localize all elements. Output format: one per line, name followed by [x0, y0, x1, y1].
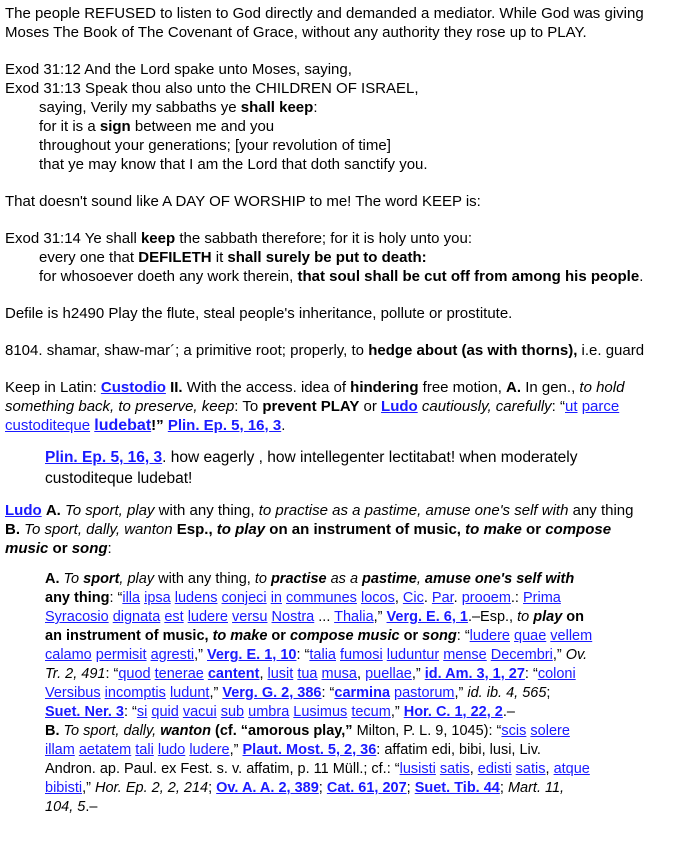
text: compose music	[289, 628, 400, 644]
text: To	[59, 571, 84, 587]
exodus-31-14	[5, 229, 700, 286]
entry-line	[45, 646, 696, 665]
text: Mart. 11,	[507, 780, 565, 796]
verse-line: that ye may know that I am the Lord that doth sanctify you.	[39, 156, 428, 173]
text: .–	[85, 799, 98, 815]
entry-line	[45, 570, 696, 589]
text: A.	[45, 571, 60, 587]
latin-word-link[interactable]: ludere	[189, 742, 230, 758]
text: to practise as a pastime, amuse one's self with	[258, 502, 569, 519]
latin-word-link[interactable]: edisti	[477, 761, 512, 777]
text: .	[423, 590, 432, 606]
text: B.	[5, 521, 20, 538]
text: : “	[296, 647, 310, 663]
latin-word-link[interactable]: ipsa	[144, 590, 171, 606]
verse-line	[5, 98, 700, 117]
verse-line: Exod 31:12 And the Lord spake unto Moses, saying,	[5, 61, 352, 78]
text: : “	[456, 628, 470, 644]
verse-line	[5, 248, 700, 267]
text: Ov.	[565, 647, 588, 663]
text: : “	[524, 666, 538, 682]
latin-word-link[interactable]: si	[136, 704, 148, 720]
text: play	[127, 571, 155, 587]
latin-word-link[interactable]: communes	[286, 590, 357, 606]
latin-word-link[interactable]: locos	[360, 590, 395, 606]
text: To sport, dally, wanton	[24, 521, 173, 538]
custodio-link[interactable]: Custodio	[100, 379, 166, 396]
latin-word-link[interactable]: illa	[122, 590, 141, 606]
latin-word-link[interactable]: agresti	[150, 647, 195, 663]
text: !”	[151, 417, 168, 434]
latin-word-link[interactable]: Thalia	[334, 609, 374, 625]
text: Milton, P. L. 9, 1045): “	[352, 723, 502, 739]
latin-word-link[interactable]: atque	[553, 761, 590, 777]
entry-line	[45, 722, 696, 741]
text: ,	[545, 761, 554, 777]
text: ,”	[454, 685, 468, 701]
latin-word-link[interactable]: tenerae	[154, 666, 204, 682]
latin-word-link[interactable]: Lusimus	[293, 704, 348, 720]
latin-word-link[interactable]: versu	[232, 609, 268, 625]
text: on an instrument of music,	[265, 521, 466, 538]
entry-line	[45, 665, 696, 684]
latin-word-link[interactable]: est	[164, 609, 184, 625]
text: compose	[545, 521, 612, 538]
latin-word-link[interactable]: ludere	[187, 609, 228, 625]
latin-word-link[interactable]: Decembri	[490, 647, 553, 663]
pliny-quote	[5, 447, 700, 489]
text: .–	[502, 704, 515, 720]
text: prevent PLAY	[262, 398, 360, 415]
ludo-line	[5, 539, 700, 558]
citation-link[interactable]: Verg. G. 2, 386	[222, 685, 322, 701]
citation-link[interactable]: id. Am. 3, 1, 27	[424, 666, 525, 682]
verse-text: .	[639, 268, 644, 285]
verse-text: for whosoever doeth any work therein,	[39, 268, 298, 285]
text: .:	[510, 590, 523, 606]
citation-link[interactable]: Verg. E. 6, 1	[386, 609, 468, 625]
text: ,	[119, 571, 128, 587]
text: Hor. Ep. 2, 2, 214	[94, 780, 209, 796]
ludo-link[interactable]: Ludo	[381, 398, 418, 415]
text: as a	[326, 571, 363, 587]
ludo-definition	[5, 501, 700, 558]
text: on	[562, 609, 585, 625]
text: ,	[469, 761, 478, 777]
verse-line: Exod 31:13 Speak thou also unto the CHILDREN OF ISRAEL,	[5, 80, 419, 97]
text: practise	[270, 571, 327, 587]
latin-word-link[interactable]: in	[270, 590, 282, 606]
text: pastime	[362, 571, 417, 587]
text: or	[267, 628, 290, 644]
entry-line	[45, 589, 696, 608]
entry-line	[45, 684, 696, 703]
text: : “	[551, 398, 565, 415]
latin-word-link[interactable]: luduntur	[386, 647, 440, 663]
citation-link[interactable]: Suet. Tib. 44	[414, 780, 500, 796]
verse-text: :	[313, 99, 318, 116]
text: To sport, play	[65, 502, 155, 519]
entry-line	[45, 703, 696, 722]
text: ;	[318, 780, 327, 796]
verse-emphasis: keep	[140, 230, 176, 247]
text: amuse one's self with	[424, 571, 575, 587]
citation-link[interactable]: Suet. Ner. 3	[45, 704, 124, 720]
text: ,”	[411, 666, 425, 682]
citation-link[interactable]: Plaut. Most. 5, 2, 36	[242, 742, 377, 758]
text: to make	[212, 628, 268, 644]
text: A.	[45, 502, 61, 519]
latin-word-link[interactable]: vellem	[550, 628, 593, 644]
latin-word-link[interactable]: puellae	[365, 666, 412, 682]
latin-word-link[interactable]: musa	[321, 666, 357, 682]
citation-link[interactable]: Verg. E. 1, 10	[207, 647, 297, 663]
verse-text: it	[211, 249, 228, 266]
custodio-line	[5, 397, 700, 416]
verse-text: Exod 31:14 Ye shall	[5, 230, 141, 247]
latin-word-link[interactable]: satis	[439, 761, 470, 777]
verse-text: the sabbath therefore; for it is holy unto you:	[175, 230, 472, 247]
text: ...	[314, 609, 335, 625]
text: Esp.,	[172, 521, 217, 538]
latin-word-link[interactable]: tua	[297, 666, 318, 682]
latin-word-link[interactable]: pastorum	[394, 685, 455, 701]
definition-emphasis: hedge about (as with thorns),	[368, 342, 578, 359]
text: something back, to preserve, keep	[5, 398, 235, 415]
latin-word-link[interactable]: sub	[220, 704, 245, 720]
latin-word-link[interactable]: calamo	[45, 647, 92, 663]
text: : “	[321, 685, 335, 701]
text: Tr. 2, 491	[45, 666, 106, 682]
text: With the access. idea of	[182, 379, 351, 396]
latin-word-link[interactable]: tali	[135, 742, 154, 758]
verse-text: saying, Verily my sabbaths ye	[39, 99, 241, 116]
text: id. ib. 4, 565	[467, 685, 547, 701]
latin-word-link[interactable]: custoditeque	[5, 417, 91, 434]
text: .	[453, 590, 462, 606]
verse-emphasis: sign	[99, 118, 131, 135]
text: Keep in Latin:	[5, 379, 101, 396]
latin-word-link[interactable]: dignata	[112, 609, 161, 625]
latin-word-link[interactable]: ludebat	[94, 417, 152, 434]
latin-word-link[interactable]: parce	[581, 398, 620, 415]
text: ;	[406, 780, 415, 796]
text: sport	[83, 571, 120, 587]
ludo-line	[5, 501, 700, 520]
verse-text: every one that	[39, 249, 139, 266]
text: ,	[357, 666, 366, 682]
text: : “	[123, 704, 137, 720]
latin-word-link[interactable]: bibisti	[45, 780, 83, 796]
text: ,	[259, 666, 268, 682]
latin-word-link[interactable]: scis	[501, 723, 527, 739]
latin-word-link[interactable]: umbra	[248, 704, 290, 720]
latin-word-link[interactable]: incomptis	[104, 685, 166, 701]
quote-line	[45, 447, 700, 468]
text: to	[517, 609, 534, 625]
latin-word-link[interactable]: solere	[530, 723, 570, 739]
text: ,”	[390, 704, 404, 720]
latin-word-link[interactable]: vacui	[182, 704, 217, 720]
text: ,	[394, 590, 403, 606]
text: : affatim edi, bibi, lusi, Liv.	[376, 742, 541, 758]
verse-text: between me and you	[130, 118, 275, 135]
text: A.	[506, 379, 522, 396]
text: II.	[165, 379, 183, 396]
latin-word-link[interactable]: Versibus	[45, 685, 101, 701]
text: any thing	[45, 590, 110, 606]
text: music	[5, 540, 49, 557]
latin-word-link[interactable]: Nostra	[271, 609, 315, 625]
latin-dictionary-entry	[5, 570, 700, 817]
citation-link[interactable]: Plin. Ep. 5, 16, 3	[167, 417, 282, 434]
entry-line	[45, 798, 696, 817]
latin-word-link[interactable]: carmina	[334, 685, 391, 701]
latin-word-link[interactable]: quae	[514, 628, 547, 644]
custodio-line	[5, 416, 700, 435]
latin-word-link[interactable]: ut	[565, 398, 578, 415]
intro-line: Moses The Book of The Covenant of Grace, without any authority they rose up to PLAY.	[5, 24, 587, 41]
latin-word-link[interactable]: satis	[515, 761, 546, 777]
text: with any thing,	[154, 502, 259, 519]
intro-line: The people REFUSED to listen to God directly and demanded a mediator. While God was giving	[5, 5, 644, 22]
text: song	[422, 628, 457, 644]
verse-emphasis: shall surely be put to death:	[227, 249, 427, 266]
text: an instrument of music,	[45, 628, 213, 644]
text: :	[107, 540, 112, 557]
text: cautiously, carefully	[417, 398, 552, 415]
ludo-link[interactable]: Ludo	[5, 502, 42, 519]
text: ;	[499, 780, 508, 796]
text: ,”	[229, 742, 243, 758]
text: .	[281, 417, 286, 434]
text: ,”	[194, 647, 207, 663]
verse-line	[5, 229, 700, 248]
latin-word-link[interactable]: Syracosio	[45, 609, 109, 625]
quote-line: custoditeque ludebat!	[45, 470, 193, 487]
latin-word-link[interactable]: conjeci	[221, 590, 267, 606]
verse-emphasis: shall keep	[240, 99, 314, 116]
text: ,”	[373, 609, 387, 625]
intro-paragraph	[5, 4, 700, 42]
latin-word-link[interactable]: ludere	[469, 628, 510, 644]
entry-line	[45, 741, 696, 760]
custodio-paragraph	[5, 378, 700, 435]
definition-text: 8104. shamar, shaw-mar´; a primitive root; properly, to	[5, 342, 369, 359]
verse-line	[5, 267, 700, 286]
latin-word-link[interactable]: Cic	[402, 590, 424, 606]
entry-line	[45, 627, 696, 646]
citation-link[interactable]: Ov. A. A. 2, 389	[216, 780, 319, 796]
latin-word-link[interactable]: coloni	[537, 666, 576, 682]
text: or	[399, 628, 423, 644]
text: play	[533, 609, 563, 625]
text: to make	[465, 521, 522, 538]
text: with any thing,	[154, 571, 255, 587]
text: or	[521, 521, 546, 538]
text: free motion,	[418, 379, 507, 396]
latin-word-link[interactable]: Prima	[523, 590, 561, 606]
latin-word-link[interactable]: tecum	[351, 704, 391, 720]
text: 104, 5	[45, 799, 86, 815]
latin-word-link[interactable]: ludunt	[169, 685, 210, 701]
custodio-line	[5, 378, 700, 397]
latin-word-link[interactable]: Par	[431, 590, 454, 606]
latin-word-link[interactable]: quid	[151, 704, 179, 720]
text: any thing	[568, 502, 634, 519]
latin-word-link[interactable]: permisit	[95, 647, 147, 663]
definition-text: i.e. guard	[577, 342, 645, 359]
text: ;	[546, 685, 551, 701]
exodus-31-12-13	[5, 60, 700, 174]
latin-word-link[interactable]: ludo	[157, 742, 186, 758]
text: or	[48, 540, 72, 557]
text: ,	[416, 571, 425, 587]
latin-word-link[interactable]: mense	[443, 647, 487, 663]
text: .–Esp.,	[467, 609, 518, 625]
latin-word-link[interactable]: lusit	[267, 666, 294, 682]
keep-note: That doesn't sound like A DAY OF WORSHIP to me! The word KEEP is:	[5, 193, 481, 210]
latin-word-link[interactable]: aetatem	[78, 742, 132, 758]
text: wanton	[160, 723, 211, 739]
latin-word-link[interactable]: quod	[118, 666, 151, 682]
text: to hold	[579, 379, 625, 396]
ludo-line	[5, 520, 700, 539]
text: In gen.,	[521, 379, 580, 396]
latin-word-link[interactable]: cantent	[207, 666, 260, 682]
latin-word-link[interactable]: prooem	[461, 590, 511, 606]
verse-line	[5, 117, 700, 136]
latin-word-link[interactable]: ludens	[174, 590, 218, 606]
quote-text: . how eagerly , how intellegenter lectitabat! when moderately	[162, 449, 578, 466]
text: to	[254, 571, 271, 587]
citation-link[interactable]: Cat. 61, 207	[326, 780, 407, 796]
text: To sport, dally,	[59, 723, 161, 739]
citation-link[interactable]: Plin. Ep. 5, 16, 3	[45, 449, 163, 466]
text: (cf. “amorous play,”	[211, 723, 353, 739]
verse-emphasis: DEFILETH	[138, 249, 212, 266]
entry-line	[45, 760, 696, 779]
latin-word-link[interactable]: lusisti	[399, 761, 436, 777]
text: or	[359, 398, 382, 415]
latin-word-link[interactable]: illam	[45, 742, 75, 758]
citation-link[interactable]: Hor. C. 1, 22, 2	[403, 704, 503, 720]
verse-text: for it is a	[39, 118, 100, 135]
text: ,”	[82, 780, 95, 796]
text: : “	[105, 666, 119, 682]
verse-line: throughout your generations; [your revolution of time]	[39, 137, 391, 154]
defile-note: Defile is h2490 Play the flute, steal people's inheritance, pollute or prostitute.	[5, 305, 513, 322]
text: : “	[109, 590, 123, 606]
text: : To	[234, 398, 263, 415]
text: song	[71, 540, 108, 557]
text: ,”	[209, 685, 223, 701]
verse-emphasis: that soul shall be cut off from among his people	[297, 268, 640, 285]
text: to play	[216, 521, 266, 538]
latin-word-link[interactable]: talia	[309, 647, 336, 663]
entry-line	[45, 779, 696, 798]
latin-word-link[interactable]: fumosi	[340, 647, 383, 663]
text: B.	[45, 723, 60, 739]
entry-line	[45, 608, 696, 627]
text: Andron. ap. Paul. ex Fest. s. v. affatim, p. 11 Müll.; cf.: “	[45, 761, 400, 777]
text: hindering	[350, 379, 419, 396]
shamar-definition	[5, 341, 700, 360]
text: ,”	[552, 647, 566, 663]
text: ;	[208, 780, 217, 796]
